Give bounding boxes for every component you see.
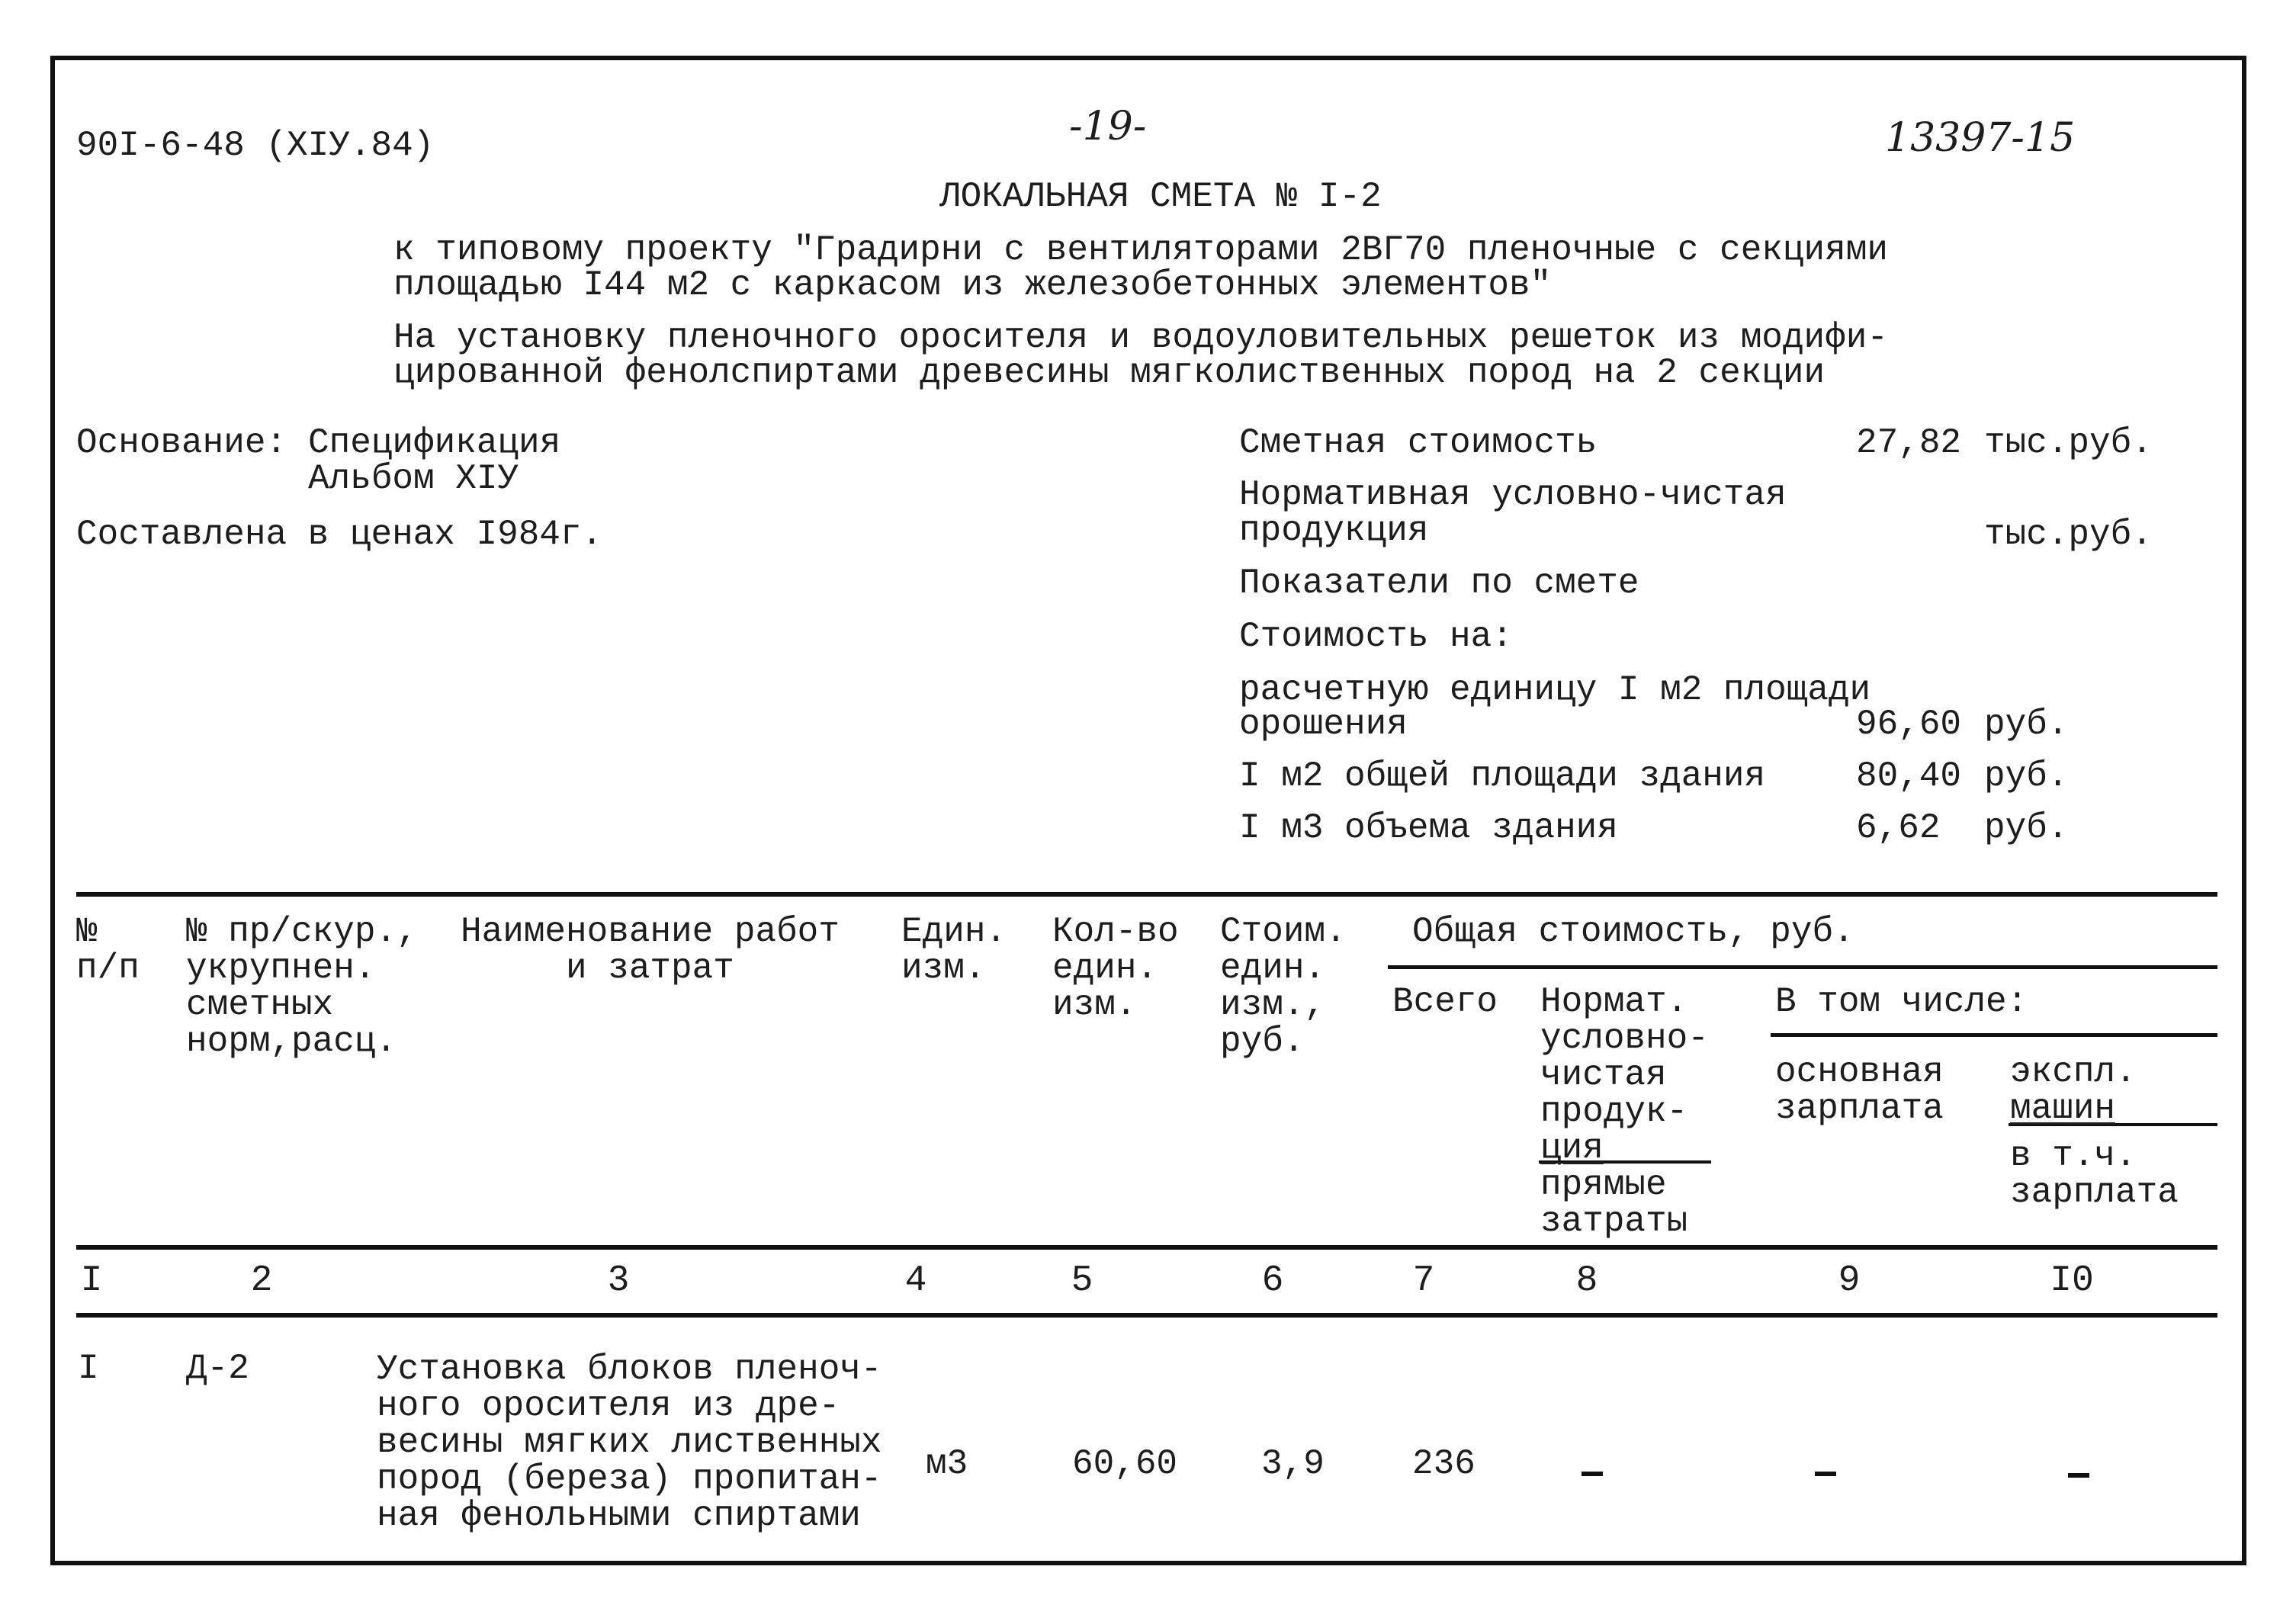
header-incl-group: В том числе: — [1775, 982, 2028, 1022]
header-col4: Един. изм. — [901, 912, 1007, 988]
row-unit-cost: 3,9 — [1261, 1444, 1325, 1484]
col-number-5: 5 — [1071, 1260, 1093, 1302]
document-code: 90I-6-48 (XIУ.84) — [76, 126, 435, 165]
numbers-bottom-rule — [76, 1313, 2217, 1318]
normative-label-1: Нормативная условно-чистая — [1239, 475, 1787, 515]
archive-number: 13397-15 — [1885, 115, 2076, 161]
normative-unit: тыс.руб. — [1984, 515, 2153, 554]
header-col3: Наименование работ и затрат — [461, 912, 840, 988]
per-m3-unit: руб. — [1984, 808, 2069, 848]
purpose-line-1: На установку пленочного оросителя и водоуловительных решеток из модифи- — [393, 318, 1888, 358]
header-col9: основная зарплата — [1775, 1052, 1944, 1128]
header-col1: № п/п — [76, 912, 140, 988]
per-m2-label: I м2 общей площади здания — [1239, 756, 1766, 796]
estimated-cost-unit: тыс.руб. — [1984, 423, 2153, 463]
header-col5: Кол-во един. изм. — [1052, 912, 1179, 1025]
normative-label-2: продукция — [1239, 511, 1429, 550]
row-salary-dash — [1815, 1472, 1836, 1476]
table-top-rule — [76, 892, 2217, 897]
col-number-8: 8 — [1575, 1260, 1598, 1302]
row-machines-dash — [2068, 1473, 2089, 1478]
estimated-cost-label: Сметная стоимость — [1239, 423, 1598, 463]
row-code: Д-2 — [186, 1349, 249, 1388]
estimated-cost-value: 27,82 — [1856, 423, 1962, 463]
subtitle-line-2: площадью I44 м2 с каркасом из железобетонных элементов" — [393, 265, 1552, 305]
prices-year: Составлена в ценах I984г. — [76, 515, 603, 554]
header-col8: Нормат. условно- чистая продук- ция прямые затраты — [1540, 982, 1709, 1241]
col-number-7: 7 — [1412, 1260, 1435, 1302]
basis-line-1: Спецификация — [308, 423, 561, 463]
header-col10: экспл. машин в т.ч. зарплата — [2010, 1052, 2179, 1212]
per-unit-unit: руб. — [1984, 705, 2069, 744]
indicators-label: Показатели по смете — [1239, 563, 1639, 603]
row-total: 236 — [1412, 1444, 1476, 1484]
row-name: Установка блоков пленоч- ного оросителя из дре- весины мягких лиственных пород (береза) пропитан- ная фенольными спиртами — [377, 1350, 882, 1536]
header-total-group: Общая стоимость, руб. — [1412, 912, 1854, 952]
per-m2-unit: руб. — [1984, 756, 2069, 796]
col-number-4: 4 — [904, 1260, 927, 1302]
header-col6: Стоим. един. изм., руб. — [1220, 912, 1347, 1061]
col-number-1: I — [80, 1260, 103, 1302]
col-number-10: I0 — [2050, 1260, 2094, 1302]
row-unit: м3 — [926, 1444, 968, 1484]
per-unit-label-2: орошения — [1239, 705, 1408, 744]
col-number-2: 2 — [250, 1260, 273, 1302]
header-col2: № пр/скур., укрупнен. сметных норм,расц. — [186, 912, 418, 1061]
header-col7: Всего — [1392, 982, 1498, 1022]
row-normative-dash — [1582, 1472, 1603, 1476]
subtitle-line-1: к типовому проекту "Градирни с вентиляторами 2ВГ70 пленочные с секциями — [393, 230, 1888, 270]
per-unit-value: 96,60 — [1856, 705, 1962, 744]
col-number-6: 6 — [1261, 1260, 1284, 1302]
per-m2-value: 80,40 — [1856, 756, 1962, 796]
col-number-9: 9 — [1838, 1260, 1861, 1302]
basis-label: Основание: — [76, 423, 287, 463]
row-number: I — [78, 1349, 99, 1388]
per-m3-label: I м3 объема здания — [1239, 808, 1618, 848]
per-m3-value: 6,62 — [1856, 808, 1941, 848]
per-unit-label-1: расчетную единицу I м2 площади — [1239, 670, 1871, 710]
page-number: -19- — [1069, 104, 1147, 149]
row-qty: 60,60 — [1072, 1444, 1178, 1484]
purpose-line-2: цированной фенолспиртами древесины мягколиственных пород на 2 секции — [393, 353, 1826, 393]
incl-group-rule — [1771, 1033, 2217, 1037]
total-group-rule — [1388, 965, 2217, 969]
cost-per-label: Стоимость на: — [1239, 617, 1513, 656]
basis-line-2: Альбом XIУ — [308, 459, 519, 499]
col-number-3: 3 — [607, 1260, 630, 1302]
document-title: ЛОКАЛЬНАЯ СМЕТА № I-2 — [939, 177, 1382, 217]
header-bottom-rule — [76, 1245, 2217, 1250]
